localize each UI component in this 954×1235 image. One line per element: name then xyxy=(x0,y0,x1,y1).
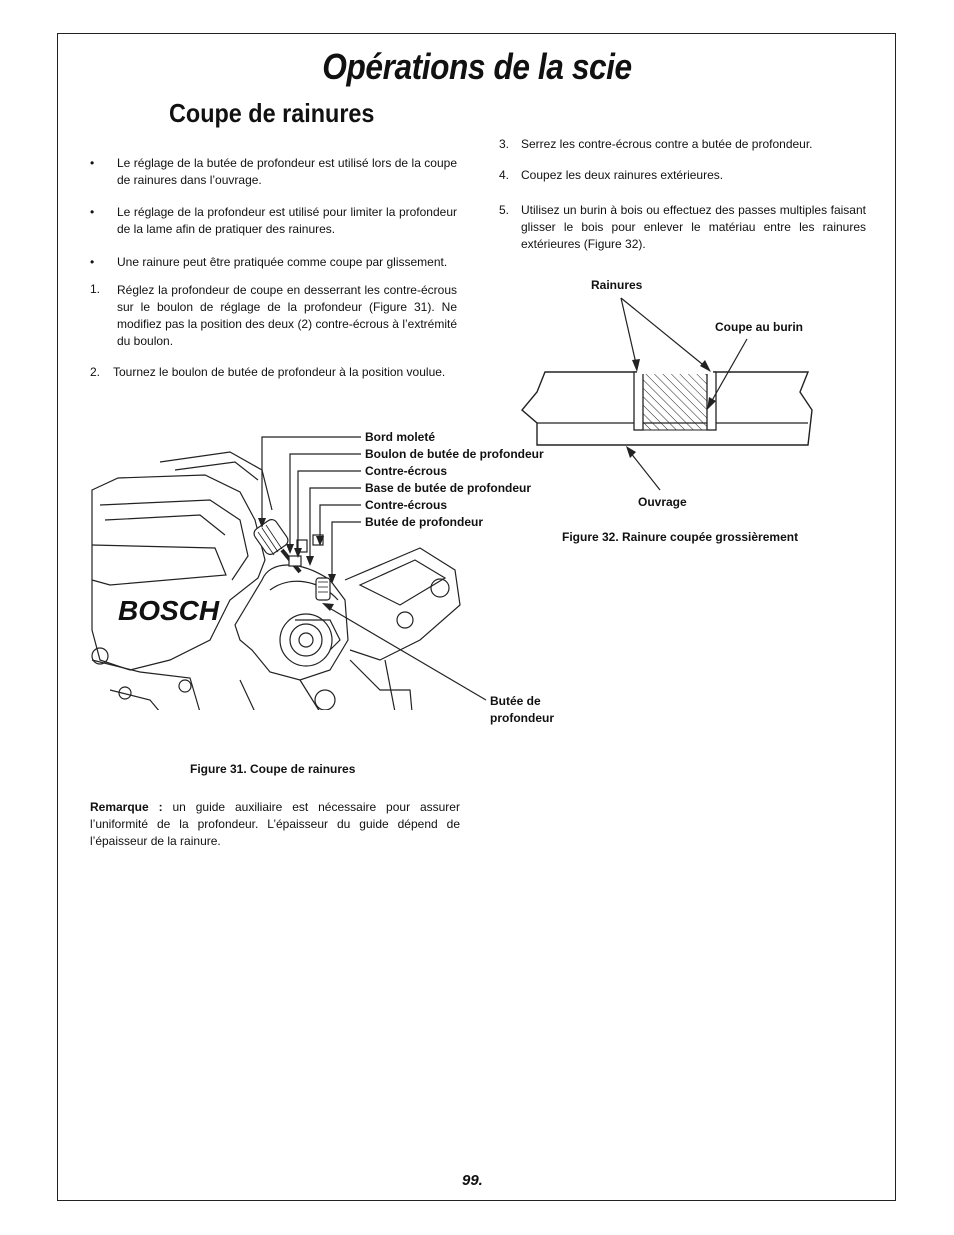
figure-31-caption: Figure 31. Coupe de rainures xyxy=(190,762,356,776)
figure-32-caption: Figure 32. Rainure coupée grossièrement xyxy=(562,530,799,544)
step-text-4: Coupez les deux rainures extérieures. xyxy=(521,168,724,182)
label-depth-stop: Butée de profondeur xyxy=(365,515,484,529)
bullet-marker: • xyxy=(90,255,95,269)
section-title: Coupe de rainures xyxy=(169,98,375,128)
note-paragraph xyxy=(90,799,460,850)
step-number-4: 4. xyxy=(499,168,510,182)
bosch-logo: BOSCH xyxy=(118,595,220,626)
step-text-2: Tournez le boulon de butée de profondeur à la position voulue. xyxy=(113,365,446,379)
step-number-3: 3. xyxy=(499,137,510,151)
step-text-1: Réglez la profondeur de coupe en desserrant les contre-écrous sur le boulon de réglage de la profondeur (Figure 31). Ne modifiez pas la position des deux (2) contre-écrous à l’extrémité du boulon. xyxy=(117,283,457,348)
note-label: Remarque : xyxy=(90,800,163,814)
label-chisel-cut: Coupe au burin xyxy=(715,320,803,334)
step-number-5: 5. xyxy=(499,203,510,217)
label-depth-stop-bottom-2: profondeur xyxy=(490,711,554,725)
label-lock-nuts-2: Contre-écrous xyxy=(365,498,448,512)
step-text-5: Utilisez un burin à bois ou effectuez des passes multiples faisant glisser le bois pour enlever le matériau entre les rainures extérieures (Figure 32). xyxy=(521,203,866,251)
label-depth-stop-base: Base de butée de profondeur xyxy=(365,481,532,495)
label-knurled-edge: Bord moleté xyxy=(365,430,436,444)
label-lock-nuts-1: Contre-écrous xyxy=(365,464,448,478)
step-text-3: Serrez les contre-écrous contre a butée de profondeur. xyxy=(521,137,813,151)
bullet-text-2: Le réglage de la profondeur est utilisé pour limiter la profondeur de la lame afin de pratiquer des rainures. xyxy=(117,205,457,236)
bullet-marker: • xyxy=(90,156,95,170)
label-depth-stop-bottom-1: Butée de xyxy=(490,694,541,708)
bullet-text-3: Une rainure peut être pratiquée comme coupe par glissement. xyxy=(117,255,448,269)
label-depth-stop-bolt: Boulon de butée de profondeur xyxy=(365,447,544,461)
bullet-marker: • xyxy=(90,205,95,219)
note-text: un guide auxiliaire est nécessaire pour assurer l’uniformité de la profondeur. L’épaisseur du guide dépend de l’épaisseur de la rainure. xyxy=(90,800,460,848)
label-workpiece: Ouvrage xyxy=(638,495,687,509)
page-number: 99. xyxy=(462,1172,483,1189)
step-number-1: 1. xyxy=(90,282,101,296)
step-number-2: 2. xyxy=(90,365,101,379)
page-title: Opérations de la scie xyxy=(322,46,632,87)
label-grooves: Rainures xyxy=(591,278,643,292)
bullet-text-1: Le réglage de la butée de profondeur est utilisé lors de la coupe de rainures dans l’ouvrage. xyxy=(117,156,457,187)
